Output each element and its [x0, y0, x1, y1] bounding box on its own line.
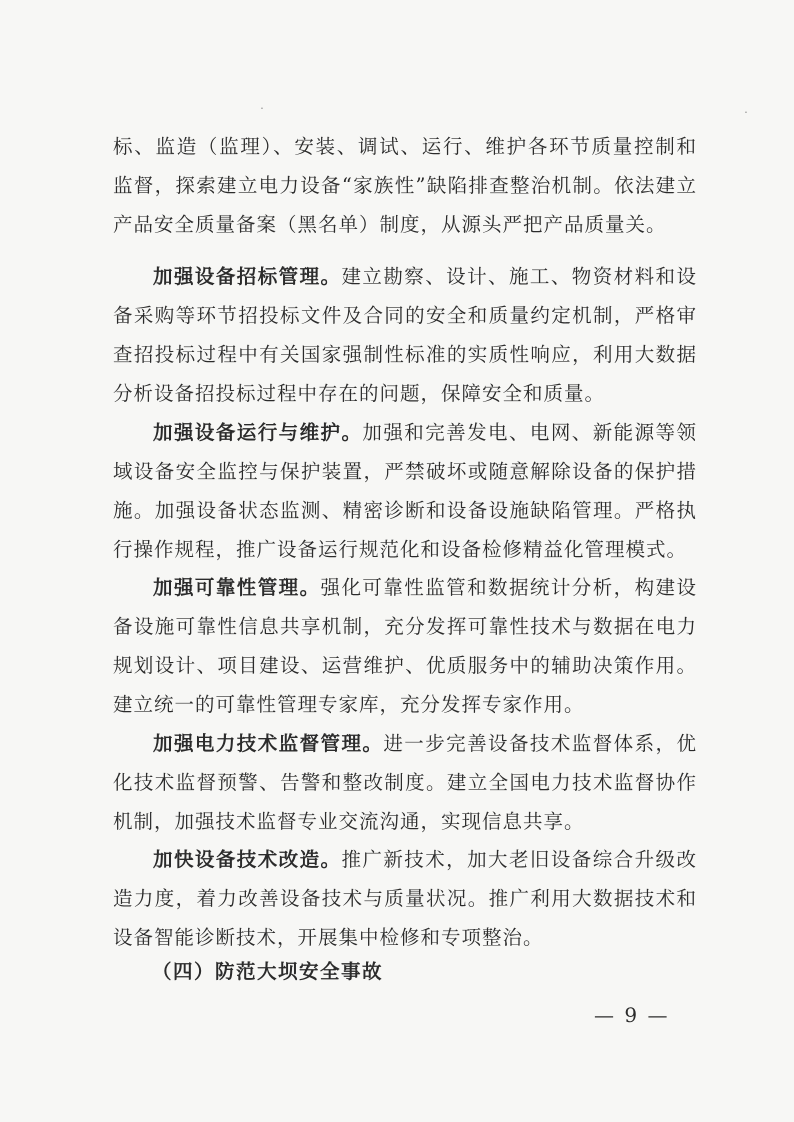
paragraph-text: 强化可靠性监管和数据统计分析，构建设备设施可靠性信息共享机制，充分发挥可靠性技术与数据在电力规划设计、项目建设、运营维护、优质服务中的辅助决策作用。建立统一的可靠性管理专家库，充分发挥专家作用。: [113, 576, 697, 716]
paragraph-lead: 加强设备招标管理。: [153, 265, 342, 288]
paragraph-text: 建立勘察、设计、施工、物资材料和设备采购等环节招投标文件及合同的安全和质量约定机制，严格审查招投标过程中有关国家强制性标准的实质性响应，利用大数据分析设备招投标过程中存在的问题，保障安全和质量。: [113, 265, 697, 405]
section-heading: （四）防范大坝安全事故: [152, 960, 384, 983]
paragraph-1: [113, 127, 697, 244]
paragraph-lead: 加快设备技术改造。: [153, 848, 342, 871]
paragraph-text: 进一步完善设备技术监督体系，优化技术监督预警、告警和整改制度。建立全国电力技术监督协作机制，加强技术监督专业交流沟通，实现信息共享。: [113, 732, 697, 833]
paragraph-lead: 加强电力技术监督管理。: [153, 732, 384, 755]
paragraph-text: 推广新技术，加大老旧设备综合升级改造力度，着力改善设备技术与质量状况。推广利用大数据技术和设备智能诊断技术，开展集中检修和专项整治。: [113, 848, 697, 949]
paragraph-text: 标、监造（监理）、安装、调试、运行、维护各环节质量控制和监督，探索建立电力设备“家族性”缺陷排查整治机制。依法建立产品安全质量备案（黑名单）制度，从源头严把产品质量关。: [113, 135, 697, 236]
paragraph-bidding: [113, 257, 697, 413]
scan-speck: ᠂: [258, 102, 263, 116]
paragraph-lead: 加强可靠性管理。: [153, 576, 321, 599]
page-number: — 9 —: [594, 1003, 670, 1027]
paragraph-lead: 加强设备运行与维护。: [153, 421, 363, 444]
paragraph-operation: [113, 413, 697, 569]
paragraph-renovation: [113, 840, 697, 957]
paragraph-reliability: [113, 568, 697, 724]
paragraph-supervision: [113, 724, 697, 841]
scan-speck: ᠂: [742, 106, 747, 120]
paragraph-text: 加强和完善发电、电网、新能源等领域设备安全监控与保护装置，严禁破坏或随意解除设备的保护措施。加强设备状态监测、精密诊断和设备设施缺陷管理。严格执行操作规程，推广设备运行规范化和设备检修精益化管理模式。: [113, 421, 697, 561]
